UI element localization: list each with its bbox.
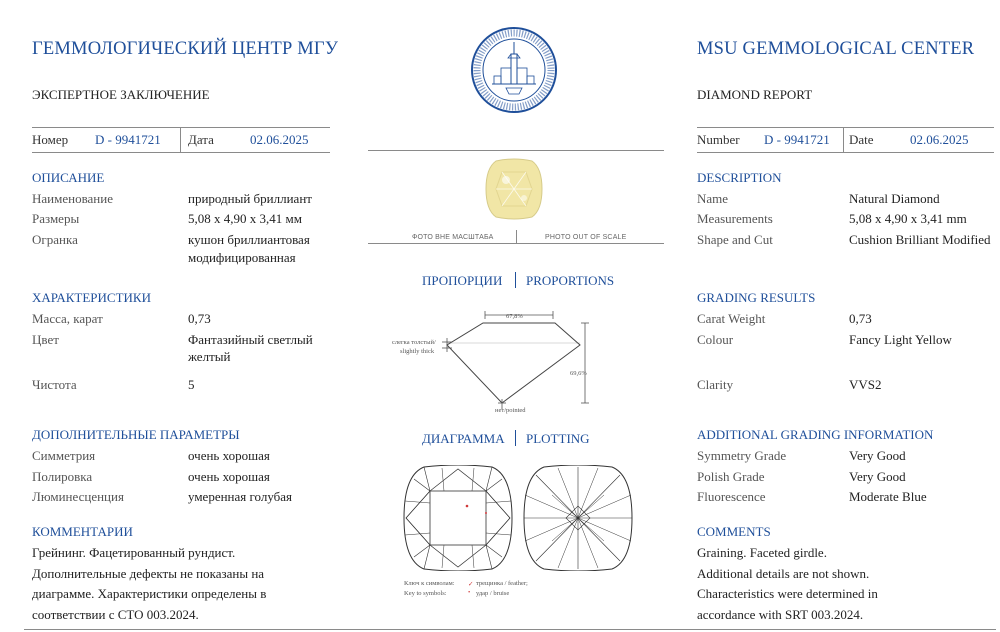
feather-symbol-icon: ✓ — [468, 581, 474, 588]
bruise-symbol-icon: • — [468, 589, 471, 596]
date-label: Date — [849, 132, 874, 147]
comments-text-ru — [32, 544, 332, 626]
report-number-row-en — [697, 127, 994, 153]
cut-label: Огранка — [32, 232, 78, 247]
section-heading-additional-ru: ДОПОЛНИТЕЛЬНЫЕ ПАРАМЕТРЫ — [32, 427, 240, 442]
colour-value: Fancy Light Yellow — [849, 332, 952, 347]
comment-line: Грейнинг. Фацетированный рундист. — [32, 545, 236, 560]
stone-photo — [484, 158, 544, 220]
depth-percent: 69,6% — [570, 370, 587, 377]
section-heading-additional-en: ADDITIONAL GRADING INFORMATION — [697, 427, 934, 442]
plotting-heading-ru: ДИАГРАММА — [422, 431, 505, 446]
carat-value: 0,73 — [188, 311, 211, 326]
polish-label: Полировка — [32, 469, 93, 484]
symmetry-label: Симметрия — [32, 448, 96, 463]
msu-seal-logo — [470, 26, 558, 114]
report-title-ru: ГЕММОЛОГИЧЕСКИЙ ЦЕНТР МГУ — [32, 39, 339, 59]
name-value: Natural Diamond — [849, 191, 940, 206]
proportions-heading-en: PROPORTIONS — [526, 273, 615, 288]
comment-line: Additional details are not shown. — [697, 565, 870, 581]
report-subtitle-ru: ЭКСПЕРТНОЕ ЗАКЛЮЧЕНИЕ — [32, 87, 210, 102]
fluorescence-value: Moderate Blue — [849, 489, 927, 504]
cut-label: Shape and Cut — [697, 232, 773, 247]
clarity-label: Clarity — [697, 377, 734, 392]
number-value: D - 9941721 — [764, 132, 830, 147]
section-heading-grading-en: GRADING RESULTS — [697, 290, 816, 305]
colour-label: Colour — [697, 332, 734, 347]
date-label: Дата — [188, 132, 214, 147]
photo-caption-ru: ФОТО ВНЕ МАСШТАБА — [412, 234, 494, 241]
divider — [516, 230, 517, 243]
section-heading-grading-ru: ХАРАКТЕРИСТИКИ — [32, 290, 151, 305]
measurements-value: 5,08 x 4,90 x 3,41 мм — [188, 211, 302, 226]
divider — [368, 150, 664, 151]
proportions-heading-ru: ПРОПОРЦИИ — [422, 273, 503, 288]
divider — [368, 243, 664, 244]
key-label-en: Key to symbols: — [404, 590, 447, 597]
report-subtitle-en: DIAMOND REPORT — [697, 87, 813, 102]
fluorescence-label: Fluorescence — [697, 489, 766, 504]
clarity-value: 5 — [188, 377, 195, 392]
carat-label: Carat Weight — [697, 311, 766, 326]
cut-value-line2: модифицированная — [188, 250, 296, 265]
girdle-note-ru: слегка толстый/ — [392, 339, 436, 346]
comment-line: Characteristics were determined in — [697, 586, 878, 601]
number-value: D - 9941721 — [95, 132, 161, 147]
proportions-diagram — [390, 305, 610, 417]
polish-label: Polish Grade — [697, 469, 765, 484]
cut-value: Cushion Brilliant Modified — [849, 232, 991, 247]
date-value: 02.06.2025 — [250, 132, 309, 147]
symmetry-label: Symmetry Grade — [697, 448, 787, 463]
date-value: 02.06.2025 — [910, 132, 969, 147]
name-label: Name — [697, 191, 729, 206]
photo-caption-en: PHOTO OUT OF SCALE — [545, 234, 627, 241]
section-heading-description-en: DESCRIPTION — [697, 170, 782, 185]
plot-crown-view — [402, 465, 514, 571]
colour-value-line1: Фантазийный светлый — [188, 332, 313, 347]
table-percent: 67,8% — [506, 313, 523, 320]
fluorescence-label: Люминесценция — [32, 489, 124, 504]
section-heading-comments-ru: КОММЕНТАРИИ — [32, 524, 133, 539]
carat-label: Масса, карат — [32, 311, 103, 326]
girdle-note-en: slightly thick — [400, 348, 435, 355]
divider — [843, 128, 844, 152]
divider — [180, 128, 181, 152]
comment-line: Дополнительные дефекты не показаны на — [32, 565, 265, 581]
name-label: Наименование — [32, 191, 113, 206]
divider — [515, 272, 516, 288]
comment-line: диаграмме. Характеристики определены в — [32, 586, 267, 601]
culet-note: нет/pointed — [495, 407, 526, 414]
key-label-ru: Ключ к символам: — [404, 580, 455, 587]
comment-line: Graining. Faceted girdle. — [697, 545, 827, 560]
comment-line: соответствии с СТО 003.2024. — [32, 606, 199, 622]
bottom-rule — [24, 629, 996, 630]
number-label: Number — [697, 132, 740, 147]
fluorescence-value: умеренная голубая — [188, 489, 293, 504]
plotting-heading-en: PLOTTING — [526, 431, 590, 446]
clarity-label: Чистота — [32, 377, 77, 392]
plot-pavilion-view — [522, 465, 634, 571]
section-heading-comments-en: COMMENTS — [697, 524, 771, 539]
section-heading-description-ru: ОПИСАНИЕ — [32, 170, 105, 185]
key-bruise: удар / bruise — [476, 590, 510, 597]
measurements-label: Размеры — [32, 211, 80, 226]
report-title-en: MSU GEMMOLOGICAL CENTER — [697, 39, 975, 59]
divider — [515, 430, 516, 446]
polish-value: очень хорошая — [188, 469, 270, 484]
comments-text-en — [697, 544, 997, 626]
colour-value-line2: желтый — [188, 349, 231, 364]
comment-line: accordance with SRT 003.2024. — [697, 606, 864, 622]
symmetry-value: очень хорошая — [188, 448, 270, 463]
key-feather: трещинка / feather; — [476, 580, 528, 587]
symmetry-value: Very Good — [849, 448, 906, 463]
carat-value: 0,73 — [849, 311, 872, 326]
cut-value-line1: кушон бриллиантовая — [188, 232, 310, 247]
report-number-row-ru — [32, 127, 330, 153]
clarity-value: VVS2 — [849, 377, 882, 392]
name-value: природный бриллиант — [188, 191, 312, 206]
number-label: Номер — [32, 132, 69, 147]
polish-value: Very Good — [849, 469, 906, 484]
measurements-value: 5,08 x 4,90 x 3,41 mm — [849, 211, 967, 226]
measurements-label: Measurements — [697, 211, 773, 226]
colour-label: Цвет — [32, 332, 59, 347]
